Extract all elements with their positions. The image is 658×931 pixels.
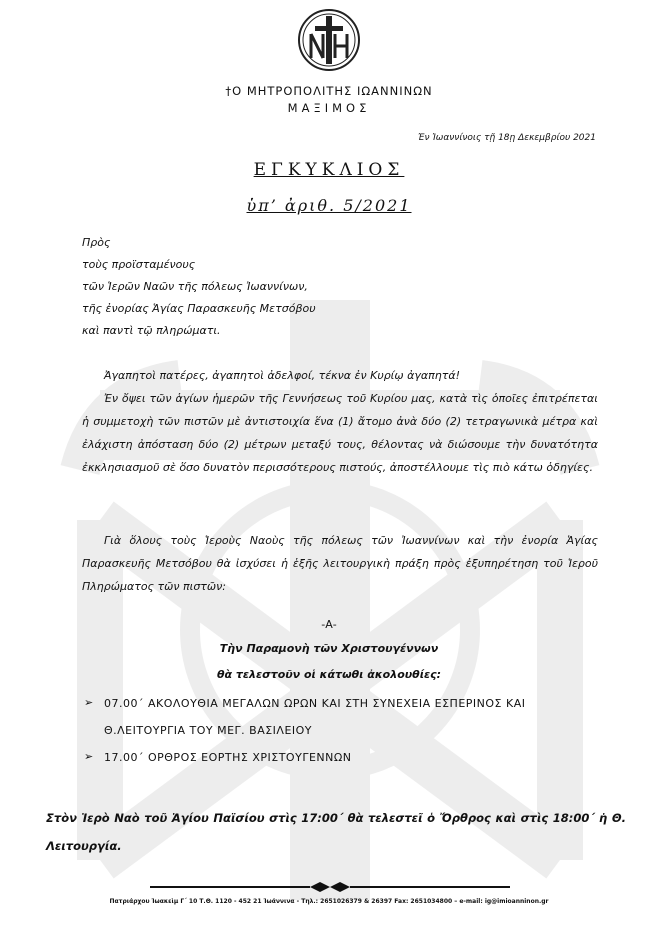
bold-paragraph: Στὸν Ἱερὸ Ναὸ τοῦ Ἁγίου Παϊσίου στὶς 17:00΄ θὰ τελεστεῖ ὁ Ὄρθρος καὶ στὶς 18:00΄ ἡ Θ. Λειτουργία. [46,811,626,853]
arrow-bullet-icon: ➢ [84,750,94,763]
bullet-item: 17.00΄ ΟΡΘΡΟΣ ΕΟΡΤΗΣ ΧΡΙΣΤΟΥΓΕΝΝΩΝ [104,751,352,764]
bullet-item: 07.00΄ ΑΚΟΛΟΥΘΙΑ ΜΕΓΑΛΩΝ ΩΡΩΝ ΚΑΙ ΣΤΗ ΣΥΝΕΧΕΙΑ ΕΣΠΕΡΙΝΟΣ ΚΑΙ [104,697,526,710]
issuer-title: †Ο ΜΗΤΡΟΠΟΛΙΤΗΣ ΙΩΑΝΝΙΝΩΝ [225,84,433,98]
arrow-bullet-icon: ➢ [84,696,94,709]
metropolis-logo-icon [297,8,361,72]
document-number: ὑπ’ ἀριθ. 5/2021 [246,196,412,215]
paragraph-1: Ἐν ὄψει τῶν ἁγίων ἡμερῶν τῆς Γεννήσεως τοῦ Κυρίου μας, κατὰ τὶς ὁποῖες ἐπιτρέπεται ἡ συμμετοχὴ τῶν πιστῶν μὲ ἀντιστοιχία ἕνα (1) ἄτομο ἀνὰ δύο (2) τετραγωνικὰ μέτρα καὶ ἐλάχιστη ἀπόσταση δύο (2) μέτρων μεταξύ τους, θέλοντας νὰ διώσουμε τὴν δυνατότητα ἐκκλησιασμοῦ σὲ ὅσο δυνατὸν περισσότερους πιστούς, ἀποστέλλουμε τὶς πιὸ κάτω ὁδηγίες. [82,392,598,474]
bullet-item-continued: Θ.ΛΕΙΤΟΥΡΓΙΑ ΤΟΥ ΜΕΓ. ΒΑΣΙΛΕΙΟΥ [104,724,313,737]
footer-ornament [150,880,510,894]
section-subheading: θὰ τελεστοῦν οἱ κάτωθι ἀκολουθίες: [216,668,442,681]
greeting: Ἀγαπητοὶ πατέρες, ἀγαπητοὶ ἀδελφοί, τέκνα ἐν Κυρίῳ ἀγαπητά! [104,369,460,382]
document-date: Ἐν Ἰωαννίνοις τῇ 18ῃ Δεκεμβρίου 2021 [418,133,596,143]
address-line: τῶν Ἱερῶν Ναῶν τῆς πόλεως Ἰωαννίνων, [82,280,308,293]
section-heading: Τὴν Παραμονὴ τῶν Χριστουγέννων [219,642,439,655]
document-title: ΕΓΚΥΚΛΙΟΣ [253,160,405,180]
address-line: τῆς ἐνορίας Ἁγίας Παρασκευῆς Μετσόβου [82,302,316,315]
footer-contact: Πατριάρχου Ἰωακεὶμ Γ΄ 10 Τ.Θ. 1120 - 452 21 Ἰωάννινα - Τηλ.: 2651026379 & 26397 Fax: 2651034800 – e-mail: ig@imioanninon.gr [109,898,549,905]
paragraph-2: Γιὰ ὅλους τοὺς Ἱεροὺς Ναοὺς τῆς πόλεως τῶν Ἰωαννίνων καὶ τὴν ἐνορία Ἁγίας Παρασκευῆς Μετσόβου θὰ ἰσχύσει ἡ ἑξῆς λειτουργικὴ πράξη πρὸς ἐξυπηρέτηση τοῦ Ἱεροῦ Πληρώματος τῶν πιστῶν: [82,534,598,593]
address-line: καὶ παντὶ τῷ πληρώματι. [82,324,221,337]
address-line: τοὺς προϊσταμένους [82,258,196,271]
address-line: Πρὸς [82,236,111,249]
issuer-name: ΜΑΞΙΜΟΣ [287,101,371,115]
section-mark: -Α- [321,618,337,631]
